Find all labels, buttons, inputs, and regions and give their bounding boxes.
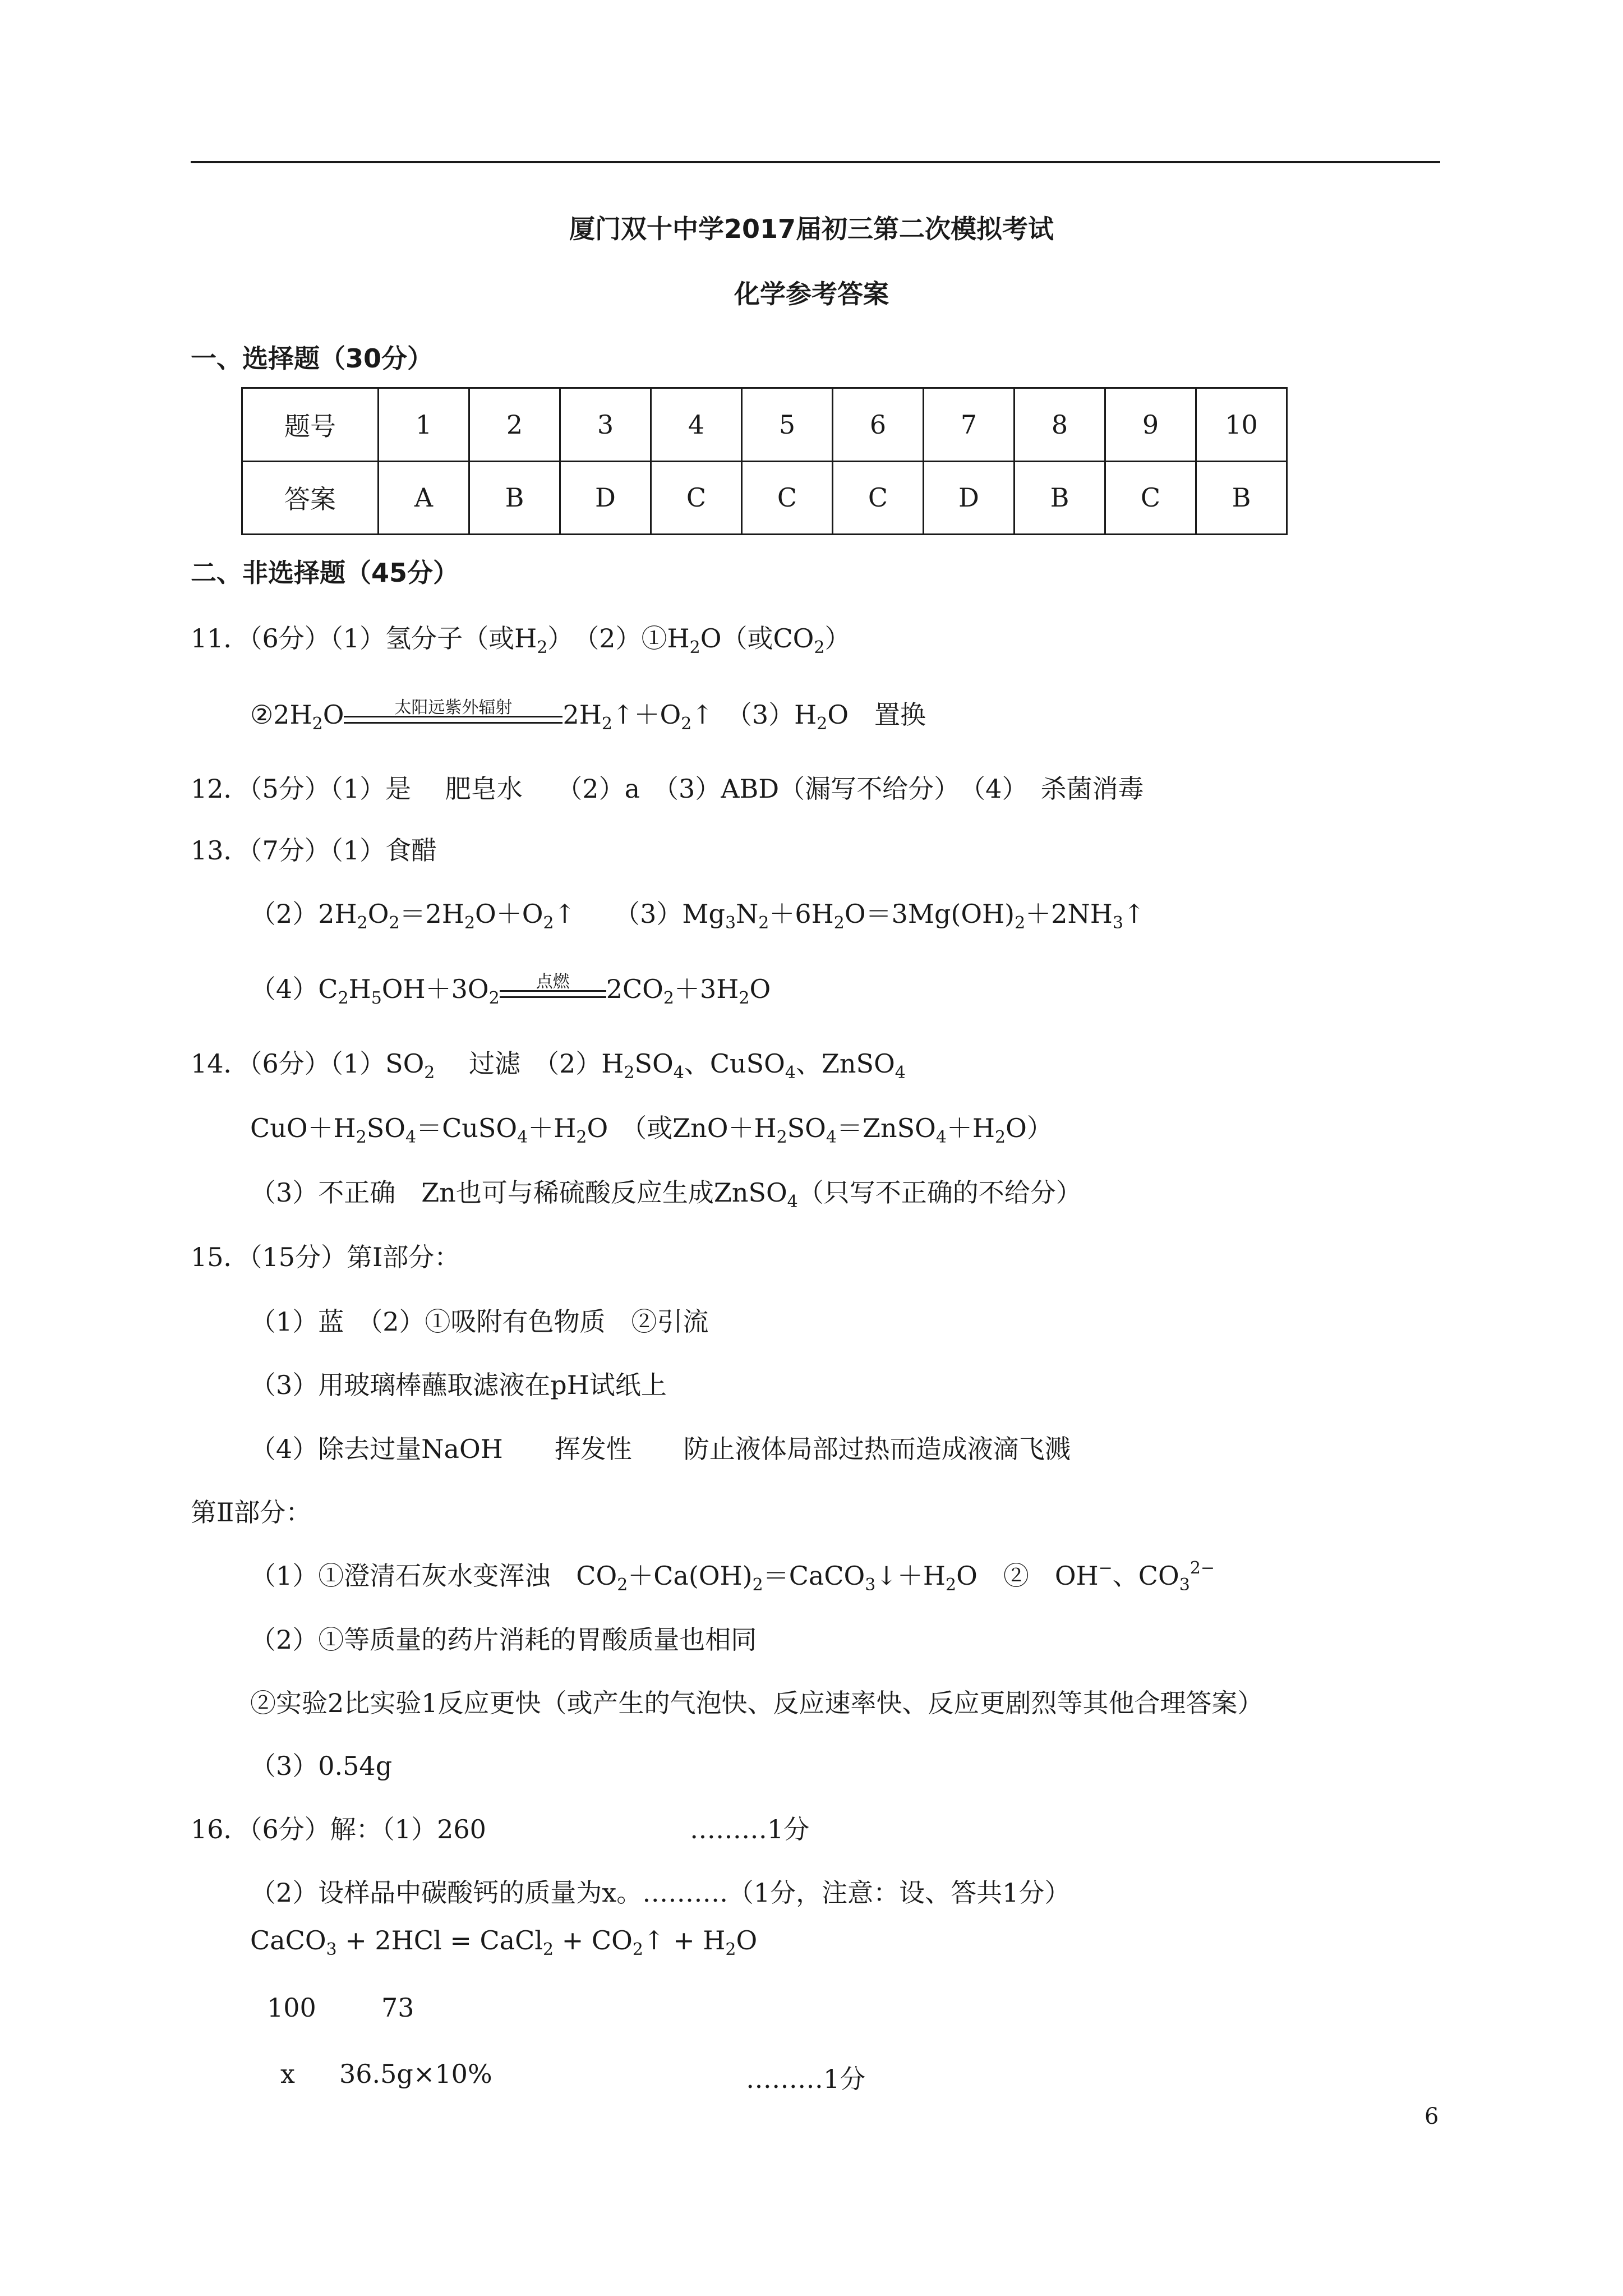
table-cell: 9	[1105, 388, 1196, 462]
q16-line2: （2）设样品中碳酸钙的质量为x。……….（1分，注意：设、答共1分）	[250, 1878, 1071, 1908]
table-cell: 2	[469, 388, 560, 462]
q13-line3: $(4)C_2H_5OH+3O_2$ 点燃 $2CO_2+3H_2O$	[250, 972, 771, 1008]
table-cell: 8	[1015, 388, 1105, 462]
table-cell: C	[833, 461, 924, 535]
q15-line1: 15．（15分）第Ⅰ部分：	[191, 1242, 460, 1272]
section2-heading: 二、非选择题（45分）	[191, 558, 459, 588]
q15-line9: （3）0.54g	[250, 1751, 393, 1781]
document-title: 厦门双十中学2017届初三第二次模拟考试	[569, 214, 1054, 244]
q15-line3: （3）用玻璃棒蘸取滤液在pH试纸上	[250, 1370, 667, 1400]
q13-line2: $(2)2H_2O_2=2H_2O+O_2↑$ $(3)Mg_3N_2+6H_2O=3Mg(OH)_2+2NH_3↑$	[250, 899, 1145, 933]
q16-line4a: 100	[267, 1993, 316, 2023]
q14-line1: 14．（6分）$(1)SO_2$ 过滤 $(2)H_2SO_4$、CuSO$_4$、ZnSO$_4$	[191, 1048, 906, 1083]
table-cell: 答案	[242, 461, 379, 535]
q15-line7: （2）①等质量的药片消耗的胃酸质量也相同	[250, 1625, 757, 1655]
reaction-condition: 太阳远紫外辐射	[344, 711, 562, 724]
table-cell: C	[651, 461, 742, 535]
table-cell: 7	[924, 388, 1015, 462]
document-subtitle: 化学参考答案	[734, 279, 889, 309]
q16-line5a: x	[280, 2059, 295, 2089]
q16-line5b: 36.5g×10%	[339, 2059, 492, 2089]
page-number: 6	[1424, 2104, 1439, 2129]
table-cell: C	[1105, 461, 1196, 535]
q15-line8: ②实验2比实验1反应更快（或产生的气泡快、反应速率快、反应更剧烈等其他合理答案）	[250, 1688, 1264, 1718]
answer-table	[241, 387, 1288, 535]
table-cell: B	[469, 461, 560, 535]
q12-line: 12．（5分）（1）是 肥皂水 （2）a （3）ABD（漏写不给分） （4） 杀菌消毒	[191, 774, 1144, 804]
table-cell: B	[1196, 461, 1287, 535]
table-cell: 6	[833, 388, 924, 462]
table-cell: D	[560, 461, 651, 535]
table-cell: 3	[560, 388, 651, 462]
table-cell: C	[742, 461, 833, 535]
table-cell: A	[379, 461, 469, 535]
q15-line4: （4）除去过量NaOH 挥发性 防止液体局部过热而造成液滴飞溅	[250, 1434, 1071, 1464]
q14-line2: $CuO+H_2SO_4=CuSO_4+H_2O$ （或$ZnO+H_2SO_4=ZnSO_4+H_2O$）	[250, 1113, 1053, 1147]
q11-line1: 11．（6分）（1）氢分子（或$H_2$） $(2)①H_2O$（或$CO_2$）	[191, 623, 851, 657]
q15-line2: （1）蓝 （2）①吸附有色物质 ②引流	[250, 1306, 709, 1337]
top-rule	[191, 161, 1440, 163]
q14-line3: （3）不正确 Zn也可与稀硫酸反应生成ZnSO$_4$（只写不正确的不给分）	[250, 1177, 1082, 1212]
q16-line4b: 73	[381, 1993, 414, 2023]
section1-heading: 一、选择题（30分）	[191, 343, 434, 374]
table-cell: 4	[651, 388, 742, 462]
table-row	[242, 388, 1287, 462]
reaction-condition: 点燃	[500, 986, 606, 998]
q16-line5-points: ………1分	[746, 2064, 866, 2094]
table-cell: 5	[742, 388, 833, 462]
table-cell: D	[924, 461, 1015, 535]
table-cell: 1	[379, 388, 469, 462]
q11-line2: $②2H_2O$ 太阳远紫外辐射 $2H_2↑+O_2↑$ $(3)H_2O$ 置换	[250, 698, 926, 734]
q16-line3: CaCO$_3$ + 2HCl = CaCl$_2$ + $CO_2↑ + H_2O$	[250, 1925, 758, 1959]
table-cell: B	[1015, 461, 1105, 535]
table-cell: 题号	[242, 388, 379, 462]
q15-line6: （1）①澄清石灰水变浑浊 $CO_2+Ca(OH)_2=CaCO_3↓+H_2O$ ② OH−、$CO_3^{2-}$	[250, 1558, 1215, 1595]
table-cell: 10	[1196, 388, 1287, 462]
q15-line5: 第Ⅱ部分：	[191, 1497, 312, 1527]
table-row	[242, 461, 1287, 535]
q16-line1-points: ………1分	[690, 1814, 810, 1844]
q16-line1: 16．（6分）解：（1）260	[191, 1814, 486, 1844]
q13-line1: 13．（7分）（1）食醋	[191, 835, 437, 866]
